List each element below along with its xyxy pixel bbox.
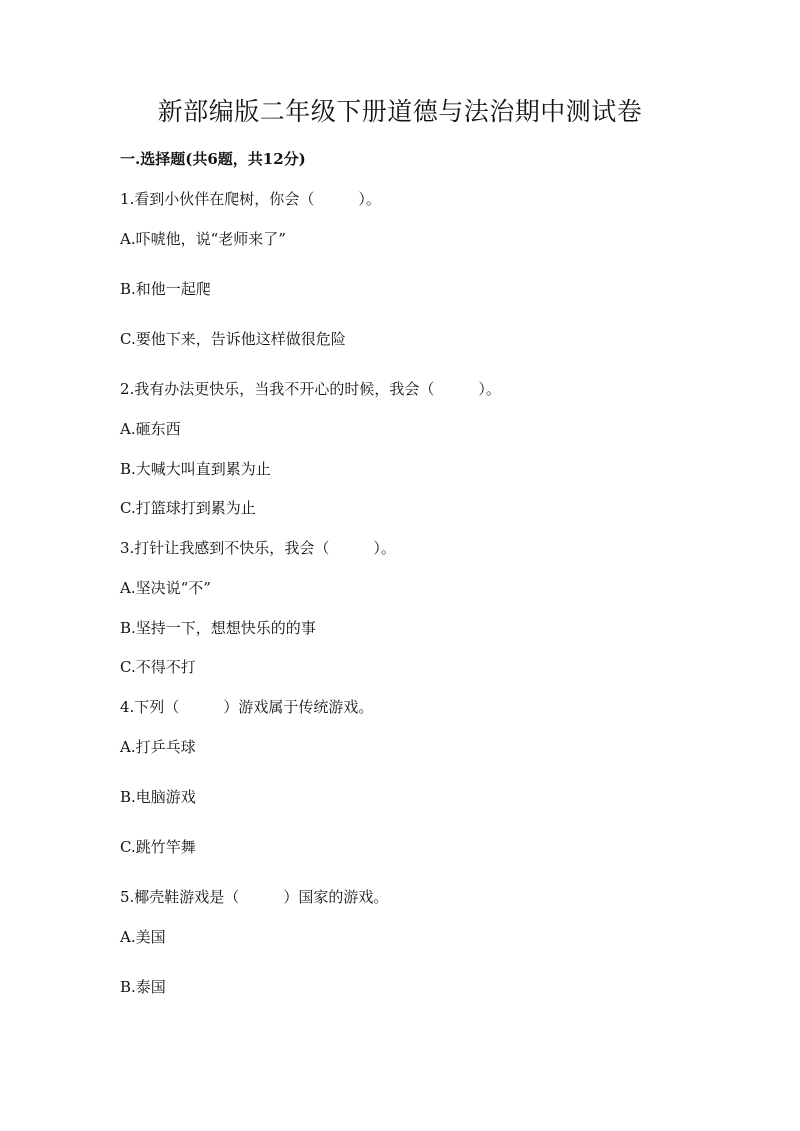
section-heading: 一.选择题(共6题，共12分) (120, 150, 306, 168)
question-stem-start: 4.下列（ (120, 698, 180, 716)
question-2-option-a: A.砸东西 (120, 420, 181, 438)
question-stem-end: ）游戏属于传统游戏。 (223, 698, 374, 716)
question-2-stem (120, 378, 501, 399)
question-stem-start: 1.看到小伙伴在爬树，你会（ (120, 190, 315, 208)
question-stem-start: 2.我有办法更快乐，当我不开心的时候，我会（ (120, 380, 435, 398)
question-3-option-c: C.不得不打 (120, 658, 196, 676)
question-4-option-c: C.跳竹竿舞 (120, 838, 196, 856)
question-5-stem (120, 886, 388, 907)
question-stem-end: ）。 (373, 539, 396, 557)
question-3-stem (120, 537, 396, 558)
question-1-stem (120, 188, 381, 209)
question-stem-end: ）国家的游戏。 (283, 888, 389, 906)
question-stem-end: ）。 (358, 190, 381, 208)
question-1-option-a: A.吓唬他，说“老师来了” (120, 230, 286, 248)
question-5-option-a: A.美国 (120, 928, 166, 946)
question-2-option-c: C.打篮球打到累为止 (120, 499, 256, 517)
question-1-option-b: B.和他一起爬 (120, 280, 211, 298)
question-stem-start: 5.椰壳鞋游戏是（ (120, 888, 240, 906)
question-2-option-b: B.大喊大叫直到累为止 (120, 460, 271, 478)
question-5-option-b: B.泰国 (120, 978, 166, 996)
question-4-stem (120, 696, 373, 717)
question-1-option-c: C.要他下来，告诉他这样做很危险 (120, 330, 346, 348)
question-4-option-b: B.电脑游戏 (120, 788, 196, 806)
page-title: 新部编版二年级下册道德与法治期中测试卷 (157, 97, 643, 126)
question-stem-start: 3.打针让我感到不快乐，我会（ (120, 539, 330, 557)
question-3-option-b: B.坚持一下，想想快乐的的事 (120, 619, 316, 637)
question-stem-end: ）。 (478, 380, 501, 398)
question-3-option-a: A.坚决说“不” (120, 579, 211, 597)
question-4-option-a: A.打乒乓球 (120, 738, 196, 756)
